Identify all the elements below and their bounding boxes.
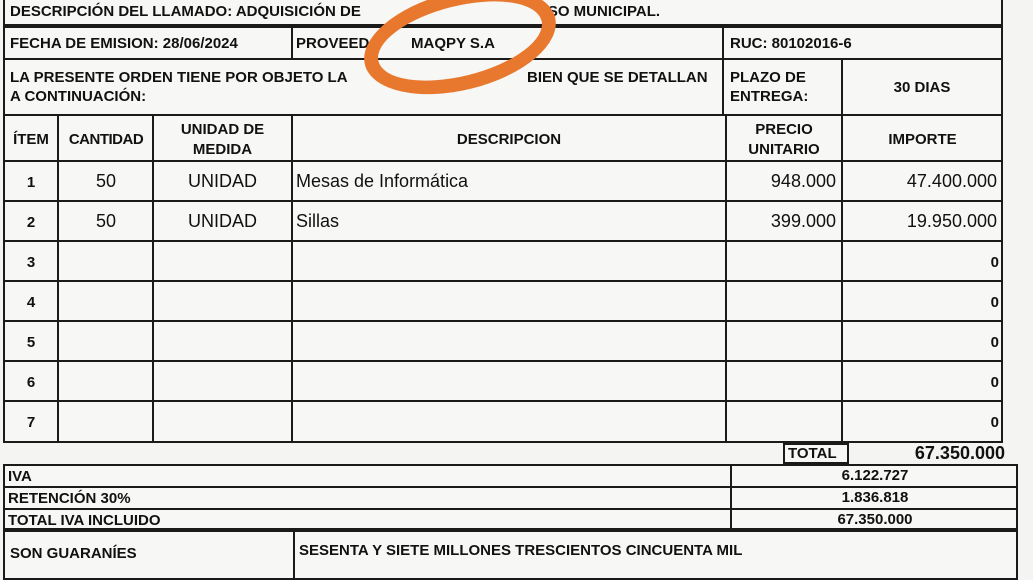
row-4-importe: 0 — [990, 294, 999, 311]
son-value: SESENTA Y SIETE MILLONES TRESCIENTOS CINCUENTA MIL — [299, 542, 743, 559]
proveedor-label: PROVEED — [296, 35, 370, 52]
row-divider — [3, 240, 1003, 242]
row-divider — [3, 360, 1003, 362]
col-header-precio-2: UNITARIO — [748, 141, 820, 158]
row-5-item: 5 — [26, 334, 36, 351]
row-3-item: 3 — [26, 254, 36, 271]
row-1-precio: 948.000 — [770, 171, 836, 191]
retencion-value: 1.836.818 — [841, 489, 909, 506]
iva-label: IVA — [8, 468, 32, 485]
total-iva-label: TOTAL IVA INCLUIDO — [8, 512, 161, 529]
row-2-unidad: UNIDAD — [187, 211, 257, 231]
retencion-label: RETENCIÓN 30% — [8, 490, 131, 507]
row-5-importe: 0 — [990, 334, 999, 351]
row-divider — [3, 160, 1003, 162]
plazo-label-1: PLAZO DE — [730, 69, 806, 86]
objeto-line-1: LA PRESENTE ORDEN TIENE POR OBJETO LA — [10, 69, 348, 86]
iva-row-divider — [3, 486, 1018, 488]
row-2-descripcion: Sillas — [296, 211, 340, 231]
total-label: TOTAL — [788, 445, 837, 462]
col-header-precio-1: PRECIO — [755, 121, 813, 138]
col-divider — [841, 114, 843, 443]
col-header-importe: IMPORTE — [888, 131, 957, 148]
total-iva-value: 67.350.000 — [837, 511, 913, 528]
objeto-line-1-end: BIEN QUE SE DETALLAN — [527, 69, 708, 86]
row-divider — [3, 400, 1003, 402]
total-value: 67.350.000 — [914, 443, 1005, 463]
proveedor-name: MAQPY S.A — [411, 35, 495, 52]
row-1-item: 1 — [26, 174, 36, 191]
col-divider — [725, 114, 727, 443]
row-divider — [3, 280, 1003, 282]
col-header-descripcion: DESCRIPCION — [456, 131, 562, 148]
col-header-cantidad: CANTIDAD — [68, 131, 144, 148]
row-2-precio: 399.000 — [770, 211, 836, 231]
son-label: SON GUARANÍES — [10, 545, 137, 562]
row-6-item: 6 — [26, 374, 36, 391]
descripcion-llamado-text: DESCRIPCIÓN DEL LLAMADO: ADQUISICIÓN DE — [10, 3, 361, 20]
row-1-cantidad: 50 — [95, 171, 117, 191]
iva-row-divider — [3, 508, 1018, 510]
col-divider — [152, 114, 154, 443]
descripcion-llamado-text-end: USO MUNICIPAL. — [537, 3, 661, 20]
plazo-label-2: ENTREGA: — [730, 88, 809, 105]
row-7-importe: 0 — [990, 414, 999, 431]
row-divider — [3, 200, 1003, 202]
ruc: RUC: 80102016-6 — [730, 35, 852, 52]
row-7-item: 7 — [26, 414, 36, 431]
row-1-importe: 47.400.000 — [906, 171, 997, 191]
row-1-descripcion: Mesas de Informática — [296, 171, 469, 191]
row-4-item: 4 — [26, 294, 36, 311]
row-2-importe: 19.950.000 — [906, 211, 997, 231]
col-header-item: ÍTEM — [13, 131, 49, 148]
col-header-unidad-2: MEDIDA — [192, 141, 253, 158]
row-1-unidad: UNIDAD — [187, 171, 257, 191]
plazo-label-cell — [722, 58, 843, 116]
row-6-importe: 0 — [990, 374, 999, 391]
row-divider — [3, 320, 1003, 322]
row-2-item: 2 — [26, 214, 36, 231]
col-header-unidad-1: UNIDAD DE — [180, 121, 265, 138]
row-2-cantidad: 50 — [95, 211, 117, 231]
col-divider — [57, 114, 59, 443]
row-3-importe: 0 — [990, 254, 999, 271]
fecha-emision: FECHA DE EMISION: 28/06/2024 — [10, 35, 238, 52]
iva-value: 6.122.727 — [841, 467, 909, 484]
col-divider — [291, 114, 293, 443]
objeto-line-2: A CONTINUACIÓN: — [10, 88, 147, 105]
objeto-cell — [3, 58, 724, 116]
plazo-value: 30 DIAS — [893, 79, 951, 96]
